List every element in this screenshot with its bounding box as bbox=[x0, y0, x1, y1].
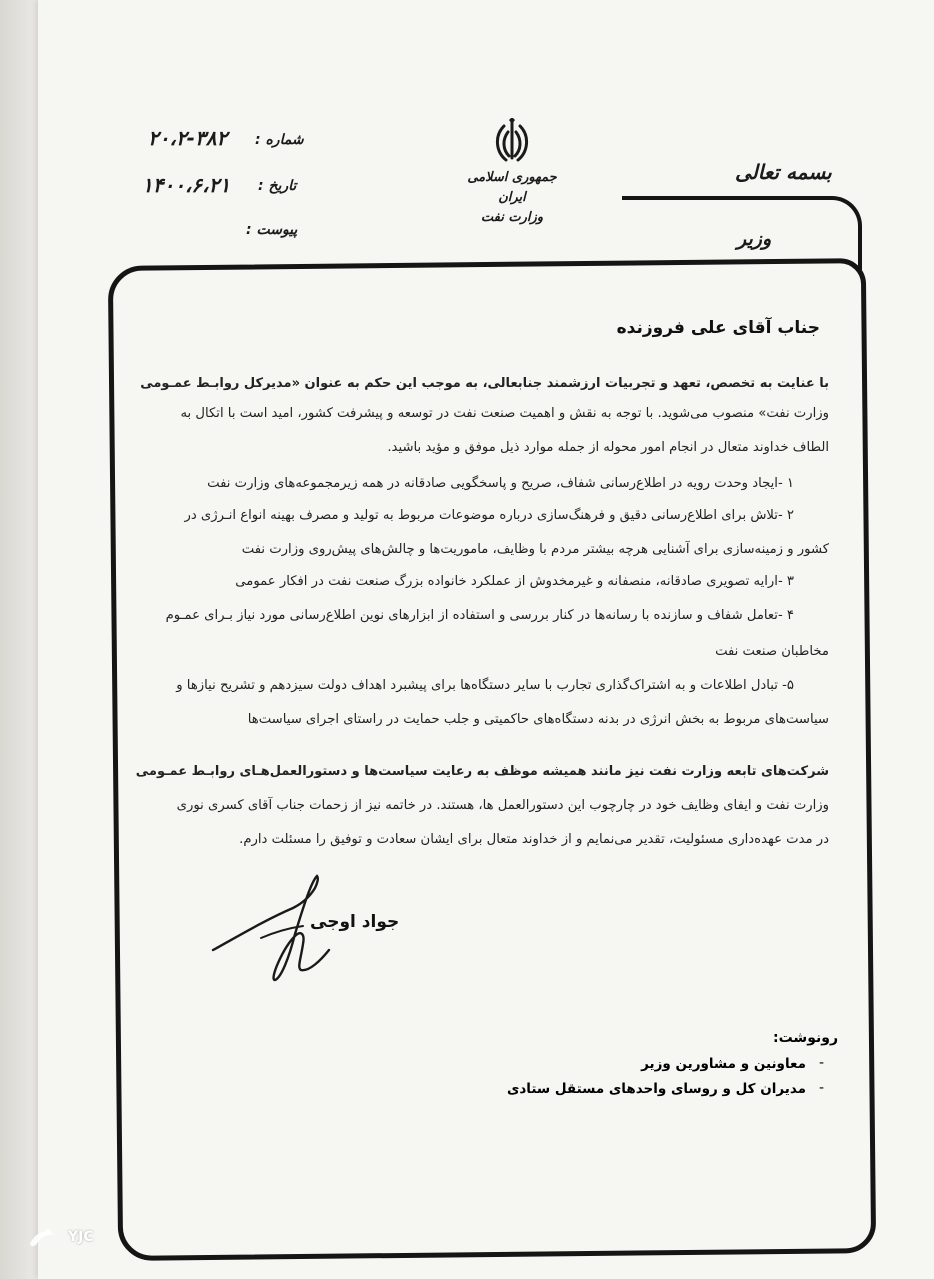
item-5-line-2: سیاست‌های مربوط به بخش انرژی در بدنه دستگاه‌های حاکمیتی و جلب حمایت در راستای اجرای سیاست‌ها bbox=[247, 712, 829, 727]
office-title: وزیر bbox=[737, 228, 772, 250]
bismillah: بسمه تعالی bbox=[735, 160, 832, 184]
item-4-line-2: مخاطبان صنعت نفت bbox=[715, 644, 829, 659]
yjc-watermark bbox=[26, 1222, 106, 1252]
closing-line: وزارت نفت و ایفای وظایف خود در چارچوب این دستورالعمل ها، هستند. در خاتمه نیز از زحمات جناب آقای کسری نوری bbox=[176, 798, 829, 813]
government-line-1: جمهوری اسلامی ایران bbox=[467, 170, 557, 205]
number-value: ۲۰،۲-۳۸۲ bbox=[148, 126, 228, 150]
cc-bullet: - bbox=[818, 1055, 824, 1071]
cc-bullet: - bbox=[818, 1080, 824, 1096]
recipient: جناب آقای علی فروزنده bbox=[616, 318, 820, 338]
page-edge-shadow bbox=[0, 0, 40, 1279]
item-2-line-2: کشور و زمینه‌سازی برای آشنایی هرچه بیشتر مردم با وظایف، ماموریت‌ها و چالش‌های پیش‌روی وزارت نفت bbox=[241, 542, 829, 557]
item-3: ۳ -ارایه تصویری صادقانه، منصفانه و غیرمخدوش از عملکرد خانواده بزرگ صنعت نفت در افکار عمومی bbox=[235, 574, 794, 589]
intro-line: با عنایت به تخصص، تعهد و تجربیات ارزشمند جنابعالی، به موجب این حکم به عنوان «مدیرکل روابـط عمـومی bbox=[140, 376, 829, 391]
closing-line: در مدت عهده‌داری مسئولیت، تقدیر می‌نمایم و از خداوند متعال برای ایشان سعادت و توفیق را مسئلت دارم. bbox=[239, 832, 829, 847]
watermark-text: YJC bbox=[68, 1229, 94, 1245]
cc-title: رونوشت: bbox=[773, 1030, 838, 1046]
government-heading bbox=[452, 168, 572, 228]
yjc-logo-icon bbox=[26, 1222, 60, 1252]
date-label: تاریخ : bbox=[258, 178, 297, 194]
intro-line: الطاف خداوند متعال در انجام امور محوله از جمله موارد ذیل موفق و مؤید باشید. bbox=[387, 440, 829, 455]
attachment-label: پیوست : bbox=[246, 222, 298, 238]
closing-line: شرکت‌های تابعه وزارت نفت نیز مانند همیشه موظف به رعایت سیاست‌ها و دستورالعمل‌هـای روابـط عمـومی bbox=[135, 764, 829, 779]
item-2-line-1: ۲ -تلاش برای اطلاع‌رسانی دقیق و فرهنگ‌سازی درباره موضوعات مربوط به تولید و مصرف بهینه انواع انـرژی در bbox=[184, 508, 794, 523]
government-line-2: وزارت نفت bbox=[480, 210, 544, 225]
iran-emblem-icon bbox=[490, 118, 534, 166]
number-label: شماره : bbox=[255, 132, 304, 148]
date-value: ۱۴۰۰،۶،۲۱ bbox=[142, 173, 231, 197]
intro-line: وزارت نفت» منصوب می‌شوید. با توجه به نقش و اهمیت صنعت نفت در توسعه و پیشرفت کشور، امید است با اتکال به bbox=[180, 406, 829, 421]
item-4-line-1: ۴ -تعامل شفاف و سازنده با رسانه‌ها در کنار بررسی و استفاده از ابزارهای نوین اطلاع‌رسانی مورد نیاز بـرای عمـوم bbox=[165, 608, 794, 623]
signatory-name: جواد اوجی bbox=[310, 912, 400, 932]
cc-item: مدیران کل و روسای واحدهای مستقل ستادی bbox=[506, 1081, 806, 1097]
cc-item: معاونین و مشاورین وزیر bbox=[641, 1056, 806, 1072]
item-5-line-1: ۵- تبادل اطلاعات و به اشتراک‌گذاری تجارب با سایر دستگاه‌ها برای پیشبرد اهداف دولت سیزدهم و تشریح نیازها و bbox=[176, 678, 794, 693]
item-1: ۱ -ایجاد وحدت رویه در اطلاع‌رسانی شفاف، صریح و پاسخگویی صادقانه در همه زیرمجموعه‌های وزارت نفت bbox=[207, 476, 794, 491]
